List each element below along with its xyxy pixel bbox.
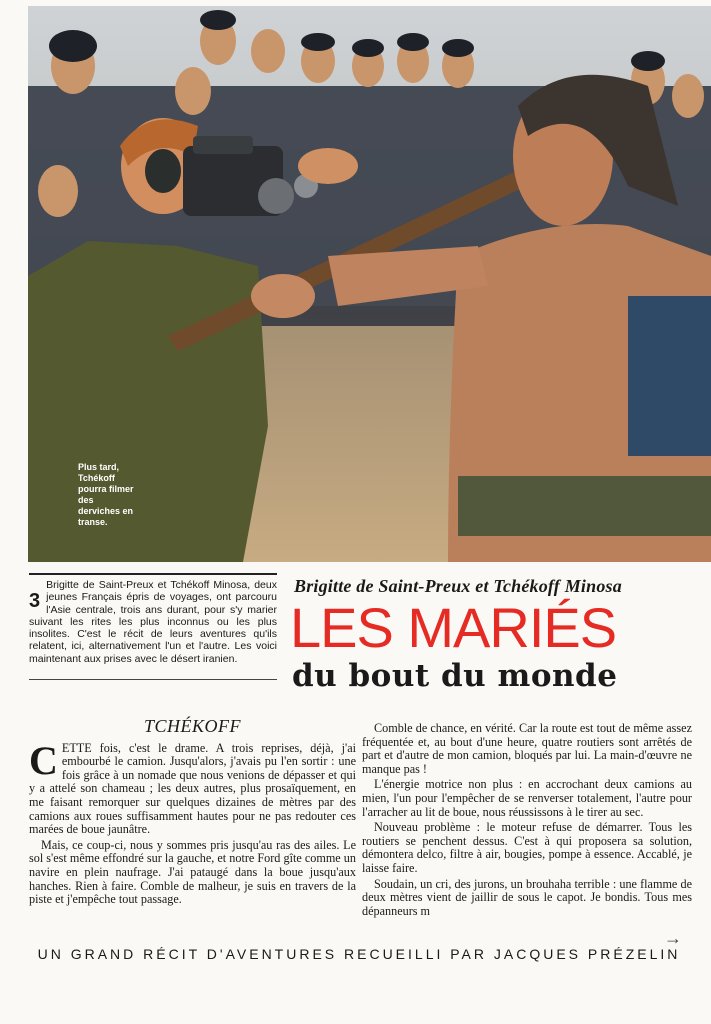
article-subtitle: du bout du monde — [292, 658, 618, 694]
paragraph: ETTE fois, c'est le drame. A trois reprises, déjà, j'ai embourbé le camion. Jusqu'alors, j'avais pu l'en sortir : une fois grâce à un nomade que nous venions de dépasser et qui y a attelé son chameau ; les deux autres, plus prosaïquement, en me faisant remorquer sur quelques dizaines de mètres par des camions aux roues suffisamment hautes pour ne pas redouter ces marées de boue jaunâtre. — [29, 740, 356, 837]
continue-arrow-icon: → — [664, 928, 682, 948]
paragraph: Soudain, un cri, des jurons, un brouhaha terrible : une flamme de deux mètres vient de jaillir de sous le capot. Je bondis. Tous mes dépanneurs m — [362, 876, 692, 918]
footer-credit: UN GRAND RÉCIT D'AVENTURES RECUEILLI PAR JACQUES PRÉZELIN — [37, 946, 681, 962]
intro-box — [29, 573, 277, 680]
authors-line: Brigitte de Saint-Preux et Tchékoff Minosa — [294, 576, 622, 596]
paragraph: Nouveau problème : le moteur refuse de démarrer. Tous les routiers se penchent dessus. C'est à qui proposera sa solution, démontera delco, filtre à air, bougies, pompe à essence. Accablé, je laisse faire. — [362, 820, 692, 875]
column-right — [362, 722, 692, 920]
column-left — [29, 716, 356, 909]
cover-photo — [28, 6, 711, 562]
article-number: 3 — [29, 590, 41, 612]
photo-caption: Plus tard, Tchékoff pourra filmer des derviches en transe. — [78, 462, 134, 527]
article-title: LES MARIÉS — [290, 596, 617, 659]
paragraph: Mais, ce coup-ci, nous y sommes pris jusqu'au ras des ailes. Le sol s'est même effondré sur la gauche, et notre Ford gîte comme un navire en plein naufrage. J'ai pataugé dans la boue jusqu'aux hanches. Rien à faire. Comble de malheur, je suis en travers de la piste et j'empêche tout passage. — [29, 837, 356, 907]
dropcap: C — [29, 737, 58, 783]
intro-text: Brigitte de Saint-Preux et Tchékoff Minosa, deux jeunes Français épris de voyages, ont parcouru l'Asie centrale, trois ans durant, pour s'y marier suivant les rites les plus inconnus ou les plus insolites. C'est le récit de leurs aventures qu'ils relatent, ici, alternativement l'un et l'autre. Les voici maintenant aux prises avec le désert iranien. — [29, 579, 277, 665]
paragraph: Comble de chance, en vérité. Car la route est tout de même assez fréquentée et, au bout d'une heure, quatre routiers sont arrêtés de part et d'autre de mon camion, bloqués par lui. La main-d'œuvre ne manque pas ! — [362, 721, 692, 776]
section-title: TCHÉKOFF — [143, 716, 241, 736]
paragraph: L'énergie motrice non plus : en accrochant deux camions au mien, l'un pour l'empêcher de se renverser totalement, l'autre pour l'arracher au lit de boue, nous réussissons à le tirer au sec. — [362, 777, 692, 819]
